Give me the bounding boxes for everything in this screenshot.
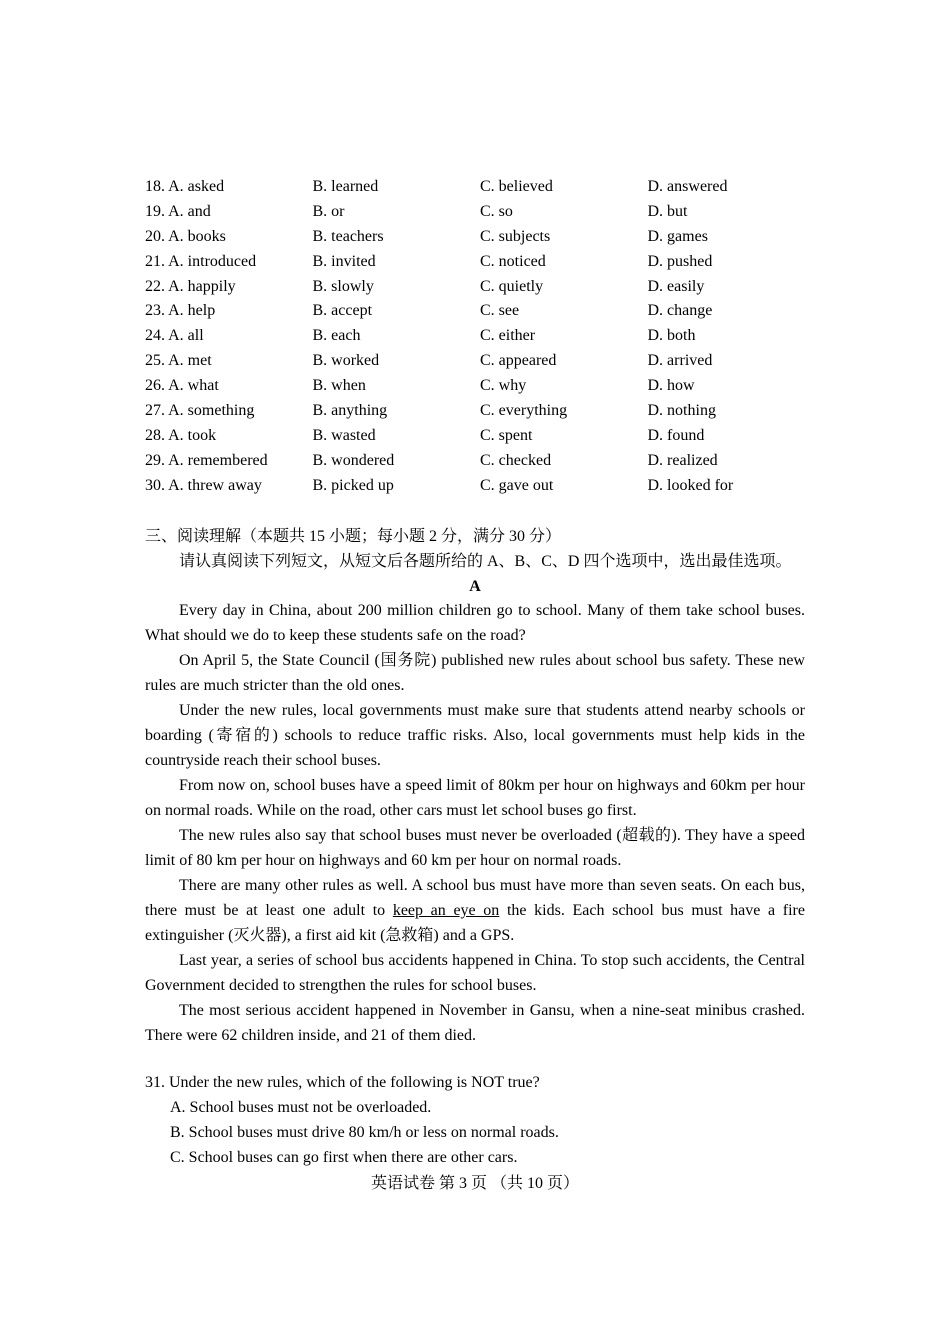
passage-paragraph: From now on, school buses have a speed limit of 80km per hour on highways and 60km per hour on normal roads. While on the road, other cars must let school buses go first. (145, 777, 805, 819)
option-c: C. believed (480, 178, 553, 195)
option-c: C. why (480, 377, 527, 395)
page-footer: 英语试卷 第 3 页 （共 10 页） (370, 1175, 579, 1192)
passage-paragraph: The new rules also say that school buses must never be overloaded (超载的). They have a speed limit of 80 km per hour on highways and 60 km per hour on normal roads. (145, 827, 805, 869)
option-c: C. spent (480, 426, 533, 444)
option-b: B. teachers (312, 227, 384, 245)
option-row (145, 299, 825, 324)
option-c: C. checked (480, 451, 552, 469)
option-a: 20. A. books (145, 227, 226, 245)
option-c: C. appeared (480, 352, 557, 370)
option-c: C. gave out (480, 476, 554, 494)
option-d: D. games (647, 227, 708, 245)
option-a: 18. A. asked (145, 178, 225, 195)
option-row (145, 324, 825, 349)
option-a: 23. A. help (145, 302, 216, 320)
option-d: D. both (647, 327, 696, 345)
option-c: C. so (480, 202, 513, 220)
option-b: B. anything (312, 402, 388, 420)
option-a: 25. A. met (145, 352, 212, 370)
option-d: D. but (647, 202, 688, 220)
option-c: C. quietly (480, 277, 544, 295)
option-c: C. see (480, 302, 520, 320)
option-b: B. each (312, 327, 361, 345)
option-row (145, 399, 825, 424)
option-d: D. pushed (647, 252, 713, 270)
question-block (145, 1070, 805, 1170)
passage-paragraph: Every day in China, about 200 million children go to school. Many of them take school buses. What should we do to keep these students safe on the road? (145, 602, 805, 644)
option-d: D. change (647, 302, 713, 320)
option-d: D. realized (647, 451, 718, 469)
option-d: D. found (647, 426, 705, 444)
passage-paragraph: Last year, a series of school bus accidents happened in China. To stop such accidents, the Central Government decided to strengthen the rules for school buses. (145, 952, 805, 994)
option-row (145, 349, 825, 374)
option-b: B. worked (312, 352, 380, 370)
option-b: B. wasted (312, 426, 376, 444)
section-instruction: 请认真阅读下列短文，从短文后各题所给的 A、B、C、D 四个选项中，选出最佳选项。 (179, 553, 792, 570)
option-c: C. noticed (480, 252, 546, 270)
option-row (145, 200, 825, 225)
passage-paragraph: Under the new rules, local governments must make sure that students attend nearby schools or boarding (寄宿的) schools to reduce traffic risks. Also, local governments must help kids in the countryside reach their school buses. (145, 702, 805, 769)
option-a: 22. A. happily (145, 277, 236, 295)
question-option-a: A. School buses must not be overloaded. (170, 1099, 432, 1116)
option-a: 24. A. all (145, 327, 204, 345)
option-a: 28. A. took (145, 426, 217, 444)
cloze-options (145, 175, 825, 499)
option-b: B. picked up (312, 476, 394, 494)
option-c: C. everything (480, 402, 568, 420)
paragraph-text: There are many other rules as well. A school bus must have more than seven seats. On each bus, there must be at least one adult to (145, 877, 805, 920)
question-option-c: C. School buses can go first when there are other cars. (170, 1149, 518, 1166)
option-d: D. answered (647, 178, 728, 195)
option-b: B. invited (312, 252, 376, 270)
option-a: 26. A. what (145, 377, 219, 395)
passage-label: A (469, 578, 481, 595)
question-option-b: B. School buses must drive 80 km/h or less on normal roads. (170, 1124, 559, 1141)
option-a: 29. A. remembered (145, 451, 268, 469)
option-row (145, 225, 825, 250)
option-row (145, 275, 825, 300)
option-b: B. or (312, 202, 345, 220)
passage-paragraph (145, 874, 805, 948)
paragraph-text: the kids. Each school bus must have a fire extinguisher (灭火器), a first aid kit (急救箱) and a GPS. (145, 902, 805, 944)
option-d: D. easily (647, 277, 705, 295)
option-row (145, 474, 825, 499)
option-row (145, 449, 825, 474)
underlined-phrase: keep an eye on (392, 902, 500, 920)
option-row (145, 175, 825, 200)
option-b: B. learned (312, 178, 379, 195)
option-row (145, 424, 825, 449)
passage-paragraph: On April 5, the State Council (国务院) published new rules about school bus safety. These new rules are much stricter than the old ones. (145, 652, 805, 694)
option-a: 30. A. threw away (145, 476, 262, 494)
question-stem: 31. Under the new rules, which of the following is NOT true? (145, 1074, 540, 1091)
option-row (145, 250, 825, 275)
option-d: D. looked for (647, 476, 734, 494)
option-b: B. wondered (312, 451, 395, 469)
passage-paragraph: The most serious accident happened in November in Gansu, when a nine-seat minibus crashed. There were 62 children inside, and 21 of them died. (145, 1002, 805, 1045)
option-d: D. nothing (647, 402, 716, 420)
option-b: B. when (312, 377, 366, 395)
reading-section (145, 524, 805, 1049)
option-a: 21. A. introduced (145, 252, 257, 270)
option-a: 19. A. and (145, 202, 211, 220)
option-b: B. accept (312, 302, 373, 320)
option-d: D. how (647, 377, 695, 395)
section-heading: 三、阅读理解（本题共 15 小题；每小题 2 分，满分 30 分） (145, 528, 562, 545)
option-a: 27. A. something (145, 402, 255, 420)
option-c: C. either (480, 327, 536, 345)
option-b: B. slowly (312, 277, 374, 295)
option-d: D. arrived (647, 352, 713, 370)
option-row (145, 374, 825, 399)
option-c: C. subjects (480, 227, 551, 245)
